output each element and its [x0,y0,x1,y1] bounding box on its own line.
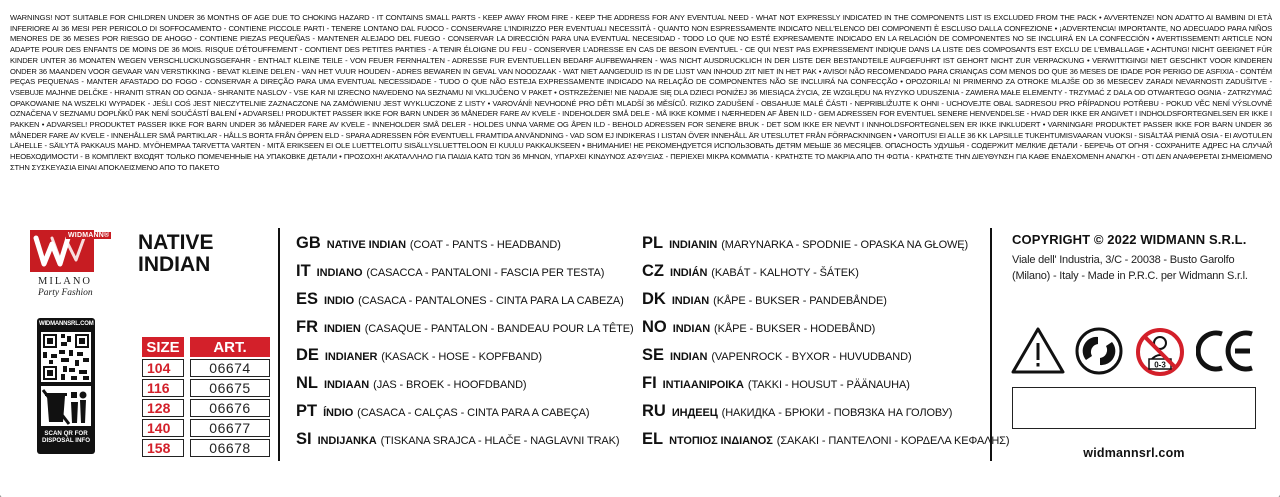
language-contents: (CASAQUE - PANTALON - BANDEAU POUR LA TÊTE) [364,323,634,335]
green-dot-icon [1074,326,1124,376]
language-contents: (JAS - BROEK - HOOFDBAND) [373,379,527,391]
size-article-table [136,335,276,459]
divider-right [990,228,992,461]
ce-mark-icon [1196,326,1256,376]
article-cell: 06675 [190,379,270,397]
size-cell: 104 [142,359,184,377]
product-title-line2: INDIAN [138,253,211,276]
address-line2: (Milano) - Italy - Made in P.R.C. per Widmann S.r.l. [1012,270,1248,282]
scan-qr-caption-line2: DISPOSAL INFO [41,437,91,444]
list-item [642,346,912,370]
table-row [142,399,270,417]
product-title-line1: NATIVE [138,231,214,254]
table-row [142,379,270,397]
language-product-name: ΝΤΟΠΙΟΣ ΙΝΔΙΑΝΟΣ [669,435,773,447]
size-cell: 158 [142,439,184,457]
qr-code-icon[interactable] [41,332,91,382]
list-item [296,318,634,342]
address-line1: Viale dell' Industria, 3/C - 20038 - Busto Garolfo [1012,254,1235,266]
list-item [296,374,526,398]
safety-symbols [1010,326,1270,386]
table-row [142,439,270,457]
language-contents: (CASACA - CALÇAS - CINTA PARA A CABEÇA) [357,407,590,419]
age-restriction-icon [1134,326,1186,378]
list-item [642,402,952,426]
language-code: RU [642,402,666,420]
scan-qr-caption-line1: SCAN QR FOR [44,430,88,437]
safety-warnings-text: WARNINGS! NOT SUITABLE FOR CHILDREN UNDER 36 MONTHS OF AGE DUE TO CHOKING HAZARD - IT CONTAINS SMALL PARTS - KEEP AWAY FROM FIRE - KEEP THE ADDRESS FOR ANY EVENTUAL NEED - WHAT NOT EXPRESSLY INDICATED IN THE COMPONENTS LIST IS EXCLUDED FROM THE PACK • AVVERTENZE! NON ADATTO AI BAMBINI DI ETÀ INFERIORE AI 36 MESI PER PERICOLO DI SOFFOCAMENTO - CONTIENE PICCOLE PARTI - TENERE LONTANO DAL FUOCO - CONSERVARE L'INDIRIZZO PER EVENTUALI NECESSITÀ - QUANTO NON ESPRESSAMENTE INDICATO NELL'ELENCO DEI COMPONENTI È ESCLUSO DALLA CONFEZIONE • ¡ADVERTENCIA! IMPORTANTE, NO ADECUADO PARA NIÑOS MENORES DE 36 MESES POR RIESGO DE AHOGO - CONTIENE PIEZAS PEQUEÑAS - MANTENER ALEJADO DEL FUEGO - CONSERVAR LA DIRECCIÓN PARA UNA EVENTUAL NECESIDAD - TODO LO QUE NO ESTÉ EXPRESAMENTE INDICADO EN LA RELACIÓN DE COMPONENTES NO SE INCLUIRÁ EN LA CONFECCIÓN • AVERTISSEMENT! ARTICLE NON ADAPTE POUR DES ENFANTS DE MOINS DE 36 MOIS. RISQUE D'ÉTOUFFEMENT - CONTIENT DES PETITES PARTIES - A TENIR ÉLOIGNE DU FEU - CONSERVER L'ADRESSE EN CAS DE BESOIN EVENTUEL - CE QUI N'EST PAS EXPRESSEMENT INDIQUE DANS LA LISTE DES COMPOSANTS EST EXCLU DE L'EMBALLAGE • ACHTUNG! NICHT GEEIGNET FÜR KINDER UNTER 36 MONATEN WEGEN VERSCHLUCKUNGSGEFAHR - ENTHALT KLEINE TEILE - VON FEUER FERNHALTEN - ADRESSE FUR EVENTUELLEN BEDARF AUFBEWAHREN - WAS NICHT AUSDRUCKLICH IN DER LISTE DER BESTANDTEILE AUFGEFUHRT IST GEHORT NICHT ZUR VERPACKUNG • VERWITTIGING! NIET GESCHIKT VOOR KINDEREN ONDER 36 MAANDEN VOOR GEVAAR VAN VERSTIKKING - BEVAT KLEINE DELEN - VAN HET VUUR HOUDEN - ADRES BEWAREN IN GEVAL VAN NOODZAAK - WAT NIET AANGEDUID IS IN DE LIJST VAN INHOUD ZIT NIET IN HET PAK • AVISO! NÃO RECOMENDADO PARA CRIANÇAS COM MENOS DO QUE 36 MESES DE IDADE POR PERIGO DE ASFIXIA - CONTÉM PEÇAS PEQUENAS - MANTER AFASTADO DO FOGO - CONSERVAR A DIREÇÃO PARA UMA EVENTUAL NECESSIDADE - TUDO O QUE NÃO ESTEJA EXPRESSAMENTE INDICADO NA RELAÇÃO DE COMPONENTES NÃO SE INCLUIRÁ NA CONFECÇÃO • OPOZORILA! NI PRIMERNO ZA OTROKE MLAJŠE OD 36 MESECEV ZARADI NEVARNOSTI ZADUŠITVE - VSEBUJE MAJHNE DELČKE - HRANITI STRAN OD OGNJA - SHRANITE NASLOV - VSE KAR NI IZRECNO NAVEDENO NA SEZNAMU NI VKLJUČENO V PAKET • OSTRZEŻENIE! NIE NADAJE SIĘ DLA DZIECI PONIŻEJ 36 MIESIĄCA ŻYCIA, ZE WZGLĘDU NA RYZYKO UDUSZENIA - ZAWIERA MAŁE ELEMENTY - TRZYMAĆ Z DALA OD OTWARTEGO OGNIA - ZATRZYMAĆ OPAKOWANIE NA WSZELKI WYPADEK - JEŚLI COŚ JEST NIECZYTELNIE ZAZNACZONE NA ZAMÓWIENIU JEST WYKLUCZONE Z LISTY • VAROVÁNÍ! NEVHODNÉ PRO DĚTI MLADŠÍ 36 MĚSÍCŮ. RIZIKO ZADUŠENÍ - OBSAHUJE MALÉ ČÁSTI - NEPRIBLIŽUJTE K OHNI - UCHOVEJTE OBAL SADRESOU PRO PŘÍPADNOU POTŘEBU - POKUD VĚC NENÍ VÝSLOVNĚ OZNAČENA V SEZNAMU DOPLŇKŮ PAK NENÍ SOUČÁSTÍ BALENÍ • ADVARSEL! PRODUKTET PASSER IKKE FOR BARN UNDER 36 MÅNEDER FARE AV KVELE - INDEHOLDER SMÅ DELE - MÅ IKKE KOMME I NÆRHEDEN AF ÅBEN ILD - GEM ADRESSEN FOR EVENTUEL SENERE HENVENDELSE - HVAD DER IKKE ER ANGIVET I INDHOLDSFORTEGNELSEN ER IKKE I PAKKEN • ADVARSEL! PRODUKTET PASSER IKKE FOR BARN UNDER 36 MÅNEDER FARE AV KVELE - INNEHOLDER SMÅ DELER - HOLDES UNNA VARME OG ÅPEN ILD - BEHOLD ADRESSEN FOR SENERE BRUK - DET SOM IKKE ER NEVNT I INNHOLDSFORTEGNELSEN ER IKKE INKLUDERT • VARNINGAR! PRODUKTET PASSER IKKE FOR BARN UNDER 36 MÅNEDER FARE AV KVELE - INNEHÅLLER SMÅ PARTIKLAR - HÅLLS BORTA FRÅN ÖPPEN ELD - SPARA ADRESSEN FÖR EVENTUELL FRAMTIDA ANVÄNDNING - VAD SOM EJ INDIKERAS I LISTAN ÖVER INNEHÅLL ÄR UTESLUTET FRÅN FÖRPACKNINGEN • VAROITUS! EI ALLE 36 KK LAPSILLE TUKEHTUMISVAARAN VUOKSI - SISÄLTÄÄ PIENIÄ OSIA - EI AVOTULEN LÄHELLE - SÄILYTÄ PAKKAUS MAHD. MYÖHEMPAA TARVETTA VARTEN - MITÄ ERIKSEEN EI OLE LUETTELOITU SISÄLLYSLUETTELOON EI KUULU PAKKAUKSEEN • ВНИМАНИЕ! НЕ РЕКОМЕНДУЕТСЯ ИСПОЛЬЗОВАТЬ ДЕТЯМ МЕЬШЕ 36 МЕСЯЦЕВ. ОПАСНОСТЬ УДУШЬЯ - СОДЕРЖИТ МЕЛКИЕ ДЕТАЛИ - БЕРЕЧЬ ОТ ОГНЯ - СОХРАНИТЕ АДРЕС НА СЛУЧАЙ НЕОБХОДИМОСТИ - В КОМПЛЕКТ ВХОДЯТ ТОЛЬКО ПОМЕЧЕННЫЕ НА УПАКОВКЕ ДЕТАЛИ • ΠΡΟΣΟΧΗ! ΑΚΑΤΑΛΛΗΛΟ ΓΙΑ ΠΑΙΔΙΑ ΚΑΤΩ ΤΩΝ 36 ΜΗΝΩΝ, ΥΠΑΡΧΕΙ ΚΙΝΔΥΝΟΣ ΑΣΦΥΞΙΑΣ - ΠΕΡΙΕΧΕΙ ΜΙΚΡΑ ΚΟΜΜΑΤΙΑ - ΚΡΑΤΗΣΤΕ ΤΟ ΜΑΚΡΙΑ ΑΠΟ ΤΗ ΦΩΤΙΑ - ΚΡΑΤΗΣΤΕ ΤΗΝ ΔΙΕΥΘΥΝΣΗ ΓΙΑ ΚΑΘΕ ΕΝΔΕΧΟΜΕΝΗ ΑΝΑΓΚΗ - ΟΤΙ ΔΕΝ ΑΝΑΦΕΡΕΤΑΙ ΣΗΜΕΙΩΜΕΝΟ ΣΤΗΝ ΣΥΣΚΕΥΑΣΙΑ ΕΙΝΑΙ ΑΠΟΚΛΕΙΣΜΕΝΟ ΑΠΟ ΤΟ ΠΑΚΕΤΟ [10,13,1272,172]
language-code: PL [642,234,664,252]
language-product-name: INDIANO [316,267,363,279]
company-address [1012,252,1262,284]
article-cell: 06678 [190,439,270,457]
size-table-header [142,337,270,357]
language-code: PT [296,402,318,420]
language-product-name: INDIANER [324,351,378,363]
logo-tagline: Party Fashion [38,288,93,298]
language-code: FI [642,374,657,392]
article-cell: 06676 [190,399,270,417]
logo-city: MILANO [38,276,92,287]
language-contents: (MARYNARKA - SPODNIE - OPASKA NA GŁOWĘ) [721,239,969,251]
language-code: ES [296,290,319,308]
table-row [142,359,270,377]
language-product-name: INDIAN [670,351,708,363]
language-product-name: INDIJANKA [317,435,377,447]
language-contents: (CASACCA - PANTALONI - FASCIA PER TESTA) [366,267,605,279]
size-column-header: SIZE [142,337,184,357]
list-item [296,402,589,426]
language-product-name: INDIO [324,295,355,307]
language-code: FR [296,318,318,336]
language-contents: (TISKANA SRAJCA - HLAČE - NAGLAVNI TRAK) [380,435,620,447]
language-code: DE [296,346,319,364]
list-item [642,430,1009,454]
language-product-name: INTIAANIPOIKA [662,379,744,391]
list-item [642,374,910,398]
list-item [642,234,968,258]
language-product-name: INDIAN [672,323,711,335]
language-code: EL [642,430,664,448]
language-code: SI [296,430,312,448]
article-column-header: ART. [190,337,270,357]
language-code: SE [642,346,665,364]
language-product-name: ÍNDIO [323,407,354,419]
blank-info-box [1012,387,1256,429]
qr-site-label: WIDMANNSRL.COM [39,321,94,327]
list-item [296,346,542,370]
size-cell: 140 [142,419,184,437]
language-product-name: INDIAN [671,295,710,307]
language-contents: (COAT - PANTS - HEADBAND) [409,239,561,251]
language-code: CZ [642,262,664,280]
divider-left [278,228,280,461]
language-code: NL [296,374,318,392]
language-contents: (НАКИДКА - БРЮКИ - ПОВЯЗКА НА ГОЛОВУ) [721,407,953,419]
language-product-name: INDIANIN [669,239,718,251]
language-code: IT [296,262,311,280]
list-item [642,290,887,314]
list-item [296,290,624,314]
language-contents: (KABÁT - KALHOTY - ŠÁTEK) [711,267,859,279]
scan-qr-caption [38,430,94,444]
language-product-name: INDIAAN [324,379,370,391]
website-link[interactable]: widmannsrl.com [1083,446,1185,460]
language-code: NO [642,318,667,336]
qr-disposal-panel [37,318,95,454]
language-contents: (KÅPE - BUKSER - PANDEBÅNDE) [713,295,887,307]
table-row [142,419,270,437]
list-item [642,262,859,286]
product-title [138,232,213,276]
label-border [0,465,1280,497]
list-item [296,430,619,454]
warning-triangle-icon [1010,326,1066,376]
language-code: GB [296,234,321,252]
list-item [296,234,561,258]
list-item [642,318,875,342]
language-product-name: INDIÁN [670,267,708,279]
article-cell: 06674 [190,359,270,377]
size-cell: 128 [142,399,184,417]
size-cell: 116 [142,379,184,397]
language-contents: (KASACK - HOSE - KOPFBAND) [381,351,542,363]
disposal-info-icon [41,386,91,426]
language-product-name: NATIVE INDIAN [326,239,406,251]
list-item [296,262,604,286]
language-contents: (TAKKI - HOUSUT - PÄÄNAUHA) [747,379,910,391]
language-code: DK [642,290,666,308]
language-contents: (ΣΑΚΑΚΙ - ΠΑΝΤΕΛΟΝΙ - ΚΟΡΔΕΛΑ ΚΕΦΑΛΗΣ) [776,435,1010,447]
language-contents: (VAPENROCK - BYXOR - HUVUDBAND) [711,351,912,363]
language-contents: (CASACA - PANTALONES - CINTA PARA LA CABEZA) [358,295,624,307]
language-contents: (KÅPE - BUKSER - HODEBÅND) [714,323,876,335]
copyright-notice: COPYRIGHT © 2022 WIDMANN S.R.L. [1012,232,1247,247]
language-product-name: INDIEN [324,323,361,335]
language-product-name: ИНДЕЕЦ [671,407,718,419]
age-label: 0-3 [1154,360,1166,370]
article-cell: 06677 [190,419,270,437]
logo-wordmark: WIDMANN® [68,232,110,239]
